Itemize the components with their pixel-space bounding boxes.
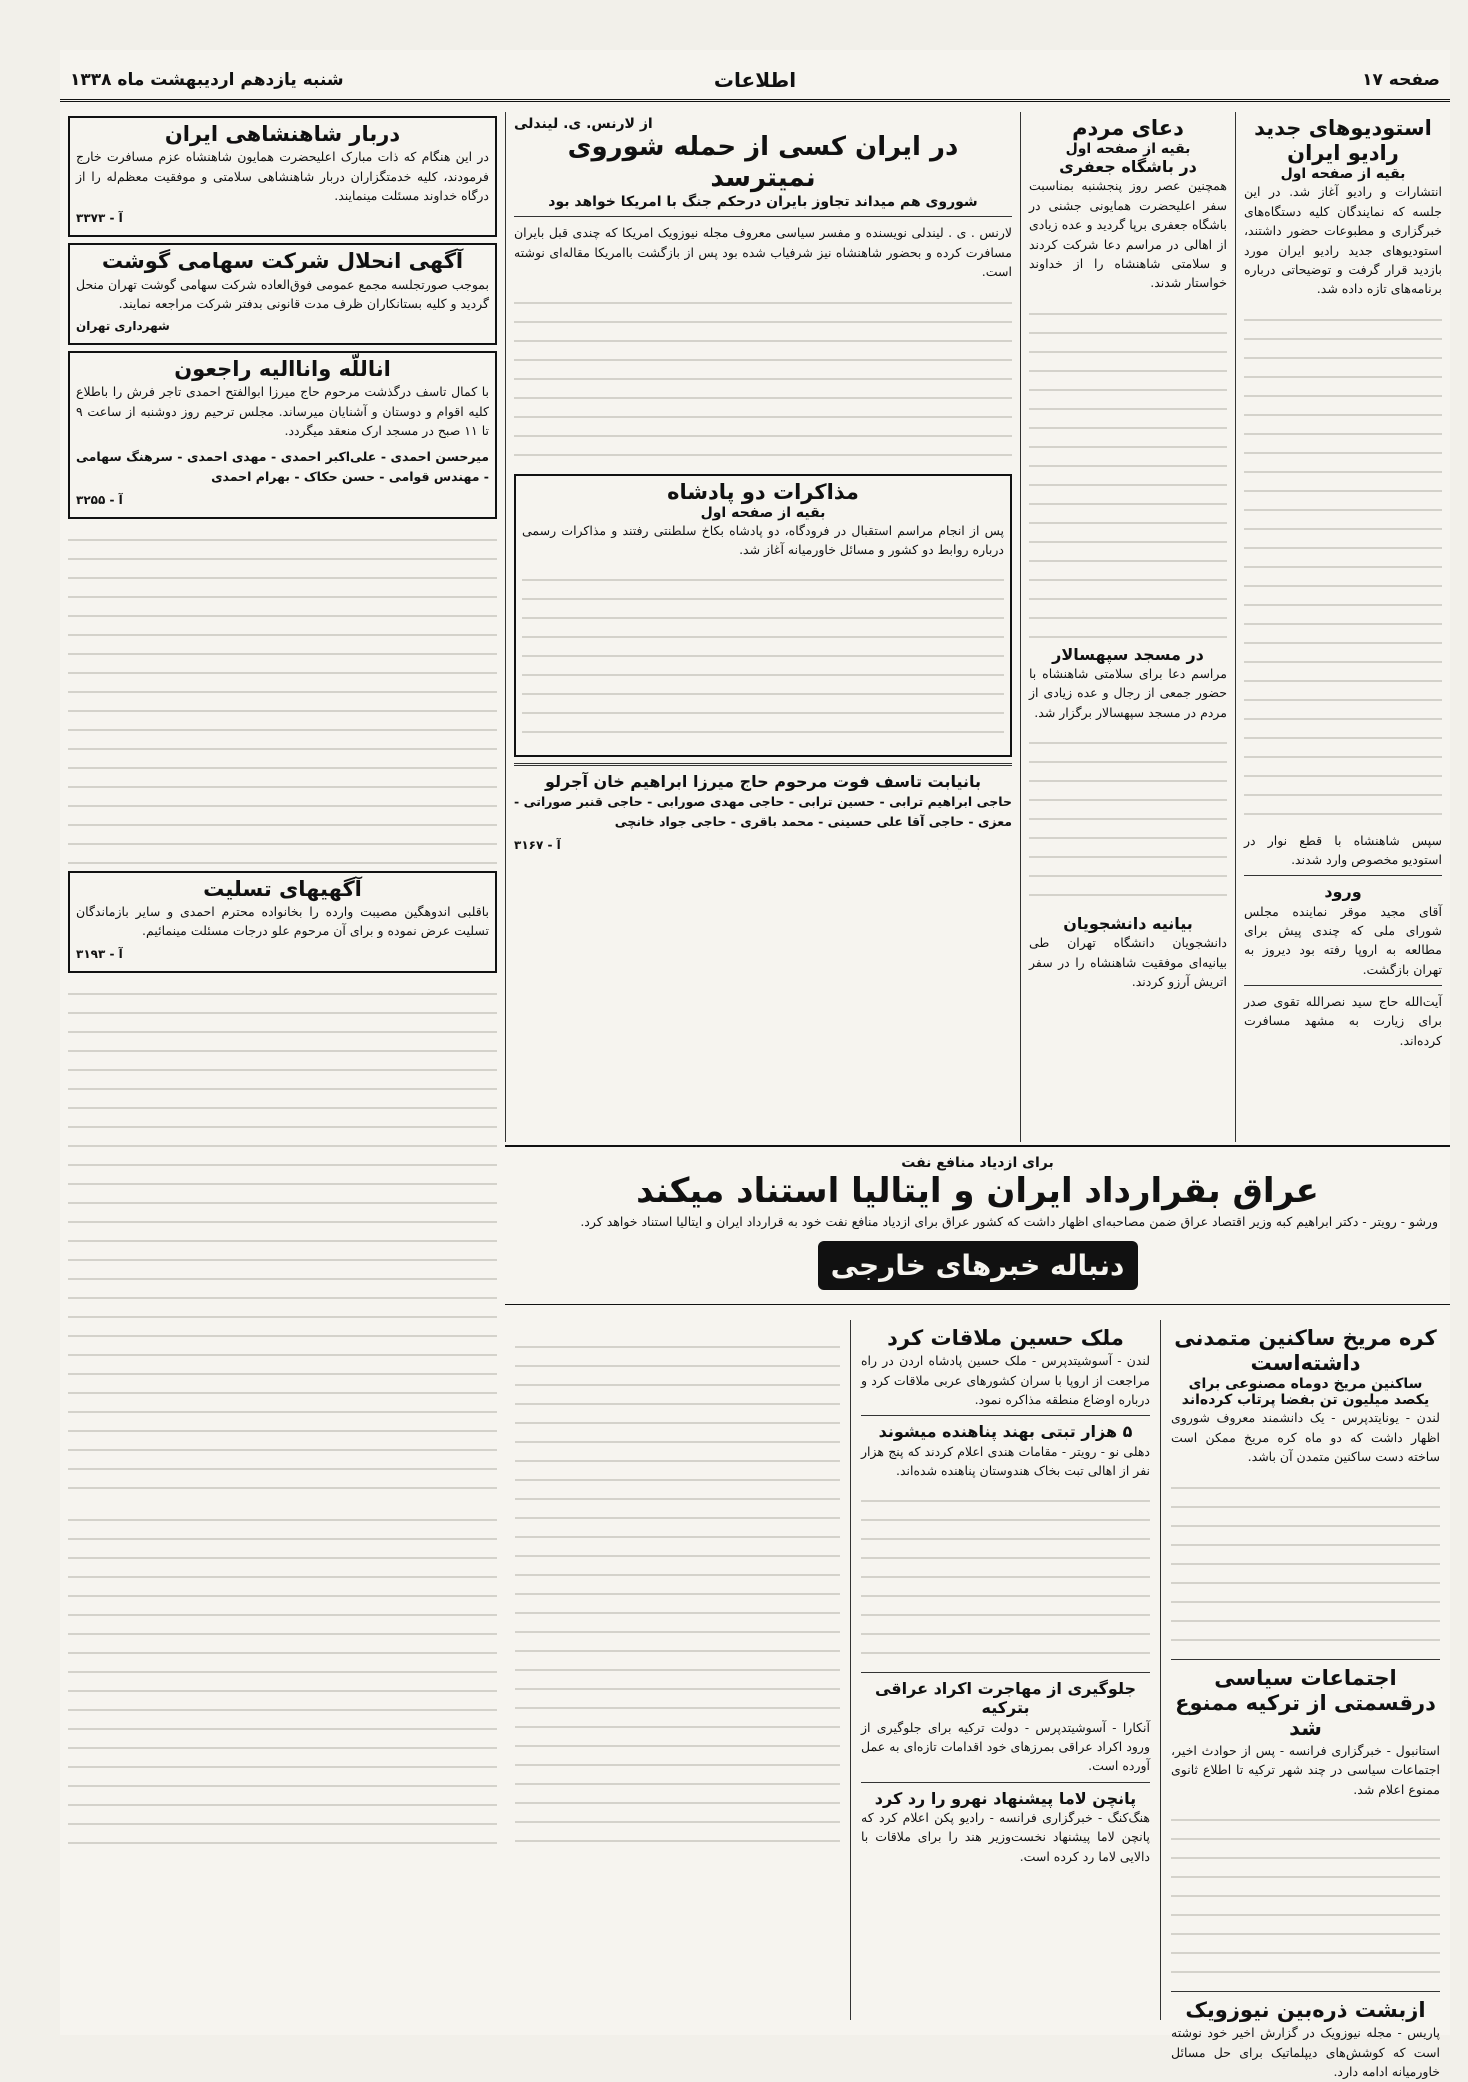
article-text-block [1171,1805,1440,1985]
newspaper-name: اطلاعات [713,68,797,92]
divider [1171,1659,1440,1660]
foreign-news-banner: دنباله خبرهای خارجی [818,1241,1138,1290]
headline-mourning: اناللّه واناالیه راجعون [174,357,391,382]
column-radio-studios [1235,112,1450,1142]
masthead [60,62,1450,102]
issue-date: شنبه یازدهم اردیبهشت ماه ۱۳۳۸ [70,70,344,90]
divider [514,216,1012,217]
king-hussein-body: لندن - آسوشیتدپرس - ملک حسین پادشاه اردن در راه مراجعت از اروپا با سران کشورهای عربی ملاقات کرد و درباره اوضاع منطقه مذاکره نمود. [861,1353,1150,1407]
kurds-body: آنکارا - آسوشیتدپرس - دولت ترکیه برای جلوگیری از ورود اکراد عراقی بمرزهای خود اقدامات تازه‌ای به عمل آورده است. [861,1719,1150,1774]
obituary-names: حاجی ابراهیم ترابی - حسین ترابی - حاجی مهدی صورابی - حاجی قنبر صوراتی - معزی - حاجی آقا علی حسینی - محمد باقری - حاجی جواد خانچی [514,793,1012,829]
headline-radio-studios: استودیوهای جدید رادیو ایران [1254,116,1432,166]
divider [861,1672,1150,1673]
headline-two-kings: مذاکرات دو پادشاه [667,479,859,504]
page-number: صفحه ۱۷ [1362,70,1440,90]
headline-royal-court: دربار شاهنشاهی ایران [164,122,401,146]
ad-code: آ - ۳۱۶۷ [514,837,561,852]
notice-text-block [68,979,497,1499]
headline-iraq-oil: عراق بقرارداد ایران و ایتالیا استناد میکند [636,1171,1319,1211]
mourning-names: میرحسن احمدی - علی‌اکبر احمدی - مهدی احمدی - سرهنگ سهامی - مهندس قوامی - حسن حکاک - بهرام احمدی [76,448,489,484]
headline-turkey-ban: اجتماعات سیاسی درقسمتی از ترکیه ممنوع شد [1175,1665,1436,1740]
subheadline-soviet: شوروی هم میداند تجاوز بایران درحکم جنگ با امریکا خواهد بود [548,194,978,211]
mars-body: لندن - یونایتدپرس - یک دانشمند معروف شوروی اظهار داشت که دو ماه کره مریخ ممکن است ساخته دست ساکنین متمدن آن باشد. [1171,1410,1440,1465]
box-condolences [68,871,497,973]
box-royal-court [68,116,497,237]
box-mourning [68,351,497,518]
oil-article [505,1145,1450,1305]
headline-newsweek: ازبشت ذره‌بین نیوزویک [1185,1998,1426,2023]
divider [861,1782,1150,1783]
continued-note: بقیه از صفحه اول [1065,141,1191,158]
headline-condolences: آگهیهای تسلیت [203,876,362,901]
travel-note: آیت‌الله حاج سید نصرالله تقوی صدر برای زیارت به مشهد مسافرت کرده‌اند. [1244,994,1442,1048]
article-body-3: دانشجویان دانشگاه تهران طی بیانیه‌ای موفقیت شاهنشاه را در سفر اتریش آرزو کردند. [1029,935,1227,989]
continued-note: بقیه از صفحه اول [1280,166,1406,183]
article-text-block [1171,1473,1440,1653]
subhead-jafari-club: در باشگاه جعفری [1059,157,1197,177]
column-foreign-extra [505,1320,850,2020]
divider [1244,875,1442,876]
headline-kurds: جلوگیری از مهاجرت اکراد عراقی بترکیه [874,1679,1137,1718]
headline-people-prayer: دعای مردم [1072,116,1184,140]
oil-kicker: برای ازدیاد منافع نفت [901,1155,1054,1171]
box-meat-company [68,243,497,345]
byline: از لارنس. ی. لیندلی [514,116,653,132]
article-body-2: مراسم دعا برای سلامتی شاهنشاه با حضور جمعی از رجال و عده زیادی از مردم در مسجد سپهسالار برگزار شد. [1029,665,1227,720]
continued-note: بقیه از صفحه اول [700,504,826,521]
article-text-block [1244,305,1442,825]
ad-code: آ - ۳۱۹۳ [76,946,123,961]
divider [1171,1991,1440,1992]
divider [1244,985,1442,986]
article-body-2: سپس شاهنشاه با قطع نوار در استودیو مخصوص وارد شدند. [1244,832,1442,867]
column-notices [60,112,505,2072]
column-soviet-feature [505,112,1020,1142]
newspaper-page [60,50,1450,2080]
column-foreign-news [850,1320,1160,2020]
divider [861,1415,1150,1416]
panchen-body: هنگ‌کنگ - خبرگزاری فرانسه - رادیو پکن اعلام کرد که پانچن لاما پیشنهاد نخست‌وزیر هند را برای ملاقات با دالایی لاما رد کرده است. [861,1809,1150,1864]
two-kings-body: پس از انجام مراسم استقبال در فرودگاه، دو پادشاه بکاخ سلطنتی رفتند و مذاکرات رسمی درباره روابط دو کشور و مسائل خاورمیانه آغاز شد. [522,522,1004,558]
article-text-block [1029,728,1227,908]
subhead-sepahsalar-mosque: در مسجد سپهسالار [1052,644,1204,664]
turkey-ban-body: استانبول - خبرگزاری فرانسه - پس از حوادث اخیر، اجتماعات سیاسی در چند شهر ترکیه تا اطلاع ثانوی ممنوع اعلام شد. [1171,1743,1440,1797]
arrival-body: آقای مجید موقر نماینده مجلس شورای ملی که چندی پیش برای مطالعه به اروپا رفته بود دیروز به تهران بازگشت. [1244,903,1442,977]
article-text-block [514,288,1012,468]
notice-text-block [68,1505,497,1845]
divider [514,763,1012,766]
headline-soviet-attack: در ایران کسی از حمله شوروی نمیترسد [567,132,959,194]
oil-body: ورشو - رویتر - دکتر ابراهیم کبه وزیر اقتصاد عراق ضمن مصاحبه‌ای اظهار داشت که کشور عراق برای ازدیاد منافع نفت خود به قرارداد ایران و ایتالیا استناد خواهد کرد. [580,1213,1438,1229]
article-body: همچنین عصر روز پنجشنبه بمناسبت سفر اعلیحضرت همایونی جشنی در باشگاه جعفری برپا گردید و عده زیادی از اهالی در مراسم دعا شرکت کردند و سلامتی شاهنشاه را از خداوند خواستار شدند. [1029,178,1227,291]
column-people-prayer [1020,112,1235,1142]
ad-code: آ - ۳۲۵۵ [76,492,123,507]
box-two-kings [514,474,1012,758]
feature-body: لارنس . ی . لیندلی نویسنده و مفسر سیاسی معروف مجله نیوزویک امریکا که چندی قبل بایران مسافرت کرده و بحضور شاهنشاه نیز شرفیاب شده بود پس از بازگشت باامریکا مقاله‌ای نوشته است. [514,225,1012,280]
obituary-headline: بانیابت تاسف فوت مرحوم حاج میرزا ابراهیم خان آجرلو [544,772,982,792]
article-text-block [515,1332,840,1852]
subhead-mars: ساکنین مریخ دوماه مصنوعی برای یکصد میلیون تن بفضا پرتاب کرده‌اند [1181,1376,1430,1409]
headline-tibet-refugees: ۵ هزار تبتی بهند پناهنده میشوند [878,1422,1133,1442]
meat-company-body: بموجب صورتجلسه مجمع عمومی فوق‌العاده شرکت سهامی گوشت تهران منحل گردید و کلیه بستانکاران ظرف مدت قانونی بدفتر شرکت مراجعه نمایند. [76,276,489,311]
headline-meat-company: آگهی انحلال شرکت سهامی گوشت [101,249,464,274]
headline-arrival: ورود [1324,882,1362,902]
subhead-students: بیانیه دانشجویان [1063,913,1193,933]
headline-mars: کره مریخ ساکنین متمدنی داشته‌است [1174,1326,1437,1376]
column-foreign-science [1160,1320,1450,2080]
article-body: انتشارات و رادیو آغاز شد. در این جلسه که نمایندگان کلیه دستگاه‌های خبرگزاری و مطبوعات حضور داشتند، استودیوهای جدید رادیو ایران مورد بازدید قرار گرفت و توضیحاتی درباره برنامه‌های تازه داده شد. [1244,184,1442,297]
article-text-block [861,1486,1150,1666]
ad-signature: شهرداری تهران [76,319,170,334]
article-text-block [522,565,1004,745]
newsweek-body: پاریس - مجله نیوزویک در گزارش اخیر خود نوشته است که کوشش‌های دیپلماتیک برای حل مسائل خاورمیانه ادامه دارد. [1171,2025,1440,2080]
royal-court-body: در این هنگام که ذات مبارک اعلیحضرت همایون شاهنشاه عزم مسافرت خارج فرمودند، کلیه خدمتگزاران دربار شاهنشاهی سلامتی و موفقیت معظم‌له را از درگاه خداوند مسئلت مینمایند. [76,149,489,203]
notice-text-block [68,525,497,865]
tibet-body: دهلی نو - رویتر - مقامات هندی اعلام کردند که پنج هزار نفر از اهالی تبت بخاک هندوستان پناهنده شده‌اند. [861,1443,1150,1478]
headline-panchen-lama: پانچن لاما پیشنهاد نهرو را رد کرد [874,1788,1137,1808]
article-text-block [1029,299,1227,639]
ad-code: آ - ۳۳۷۳ [76,211,123,226]
condolence-body: باقلبی اندوهگین مصیبت وارده را بخانواده محترم احمدی و سایر بازماندگان تسلیت عرض نموده و برای آن مرحوم علو درجات مسئلت مینمائیم. [76,903,489,939]
headline-king-hussein: ملک حسین ملاقات کرد [887,1326,1124,1350]
mourning-body: با کمال تاسف درگذشت مرحوم حاج میرزا ابوالفتح احمدی تاجر فرش را باطلاع کلیه اقوام و دوستان و آشنایان میرساند. مجلس ترحیم روز دوشنبه از ساعت ۹ تا ۱۱ صبح در مسجد ارک منعقد میگردد. [76,384,489,439]
